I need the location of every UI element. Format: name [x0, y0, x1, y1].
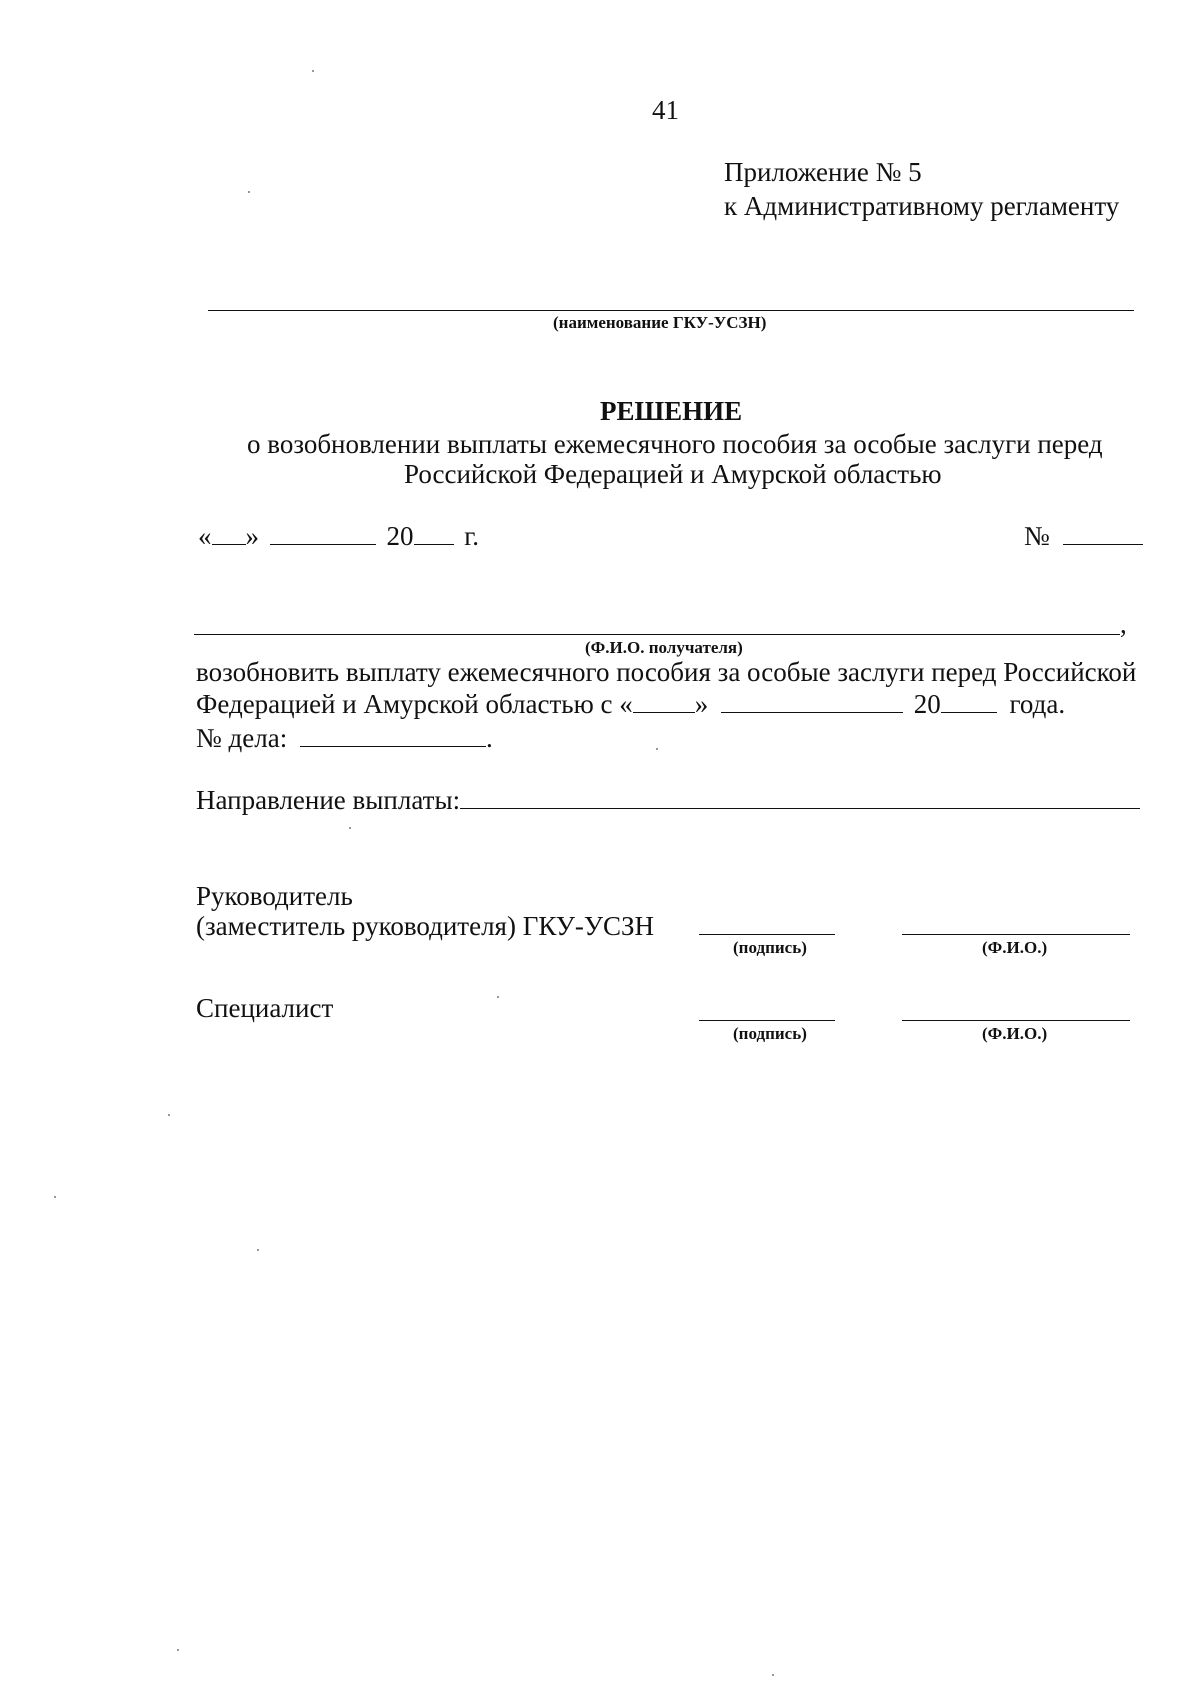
payment-direction-row [196, 784, 1140, 816]
resume-year-suffix: года. [1009, 689, 1066, 719]
body-line-1: возобновить выплату ежемесячного пособия за особые заслуги перед Российской [196, 657, 1137, 687]
appendix-line-1: Приложение № 5 [724, 157, 922, 187]
resume-date-prefix: Федерацией и Амурской областью с « [196, 689, 633, 719]
year-blank[interactable] [414, 522, 454, 545]
document-subtitle-line-2: Российской Федерацией и Амурской областью [404, 459, 942, 489]
org-name-caption: (наименование ГКУ-УСЗН) [553, 313, 767, 332]
scan-speck [656, 748, 658, 750]
specialist-name-line[interactable] [902, 1020, 1130, 1021]
scan-speck [772, 1674, 774, 1676]
scan-speck [248, 191, 250, 193]
head-title-line-2: (заместитель руководителя) ГКУ-УСЗН [196, 911, 655, 941]
scan-speck [168, 1114, 170, 1116]
specialist-signature-line[interactable] [699, 1020, 835, 1021]
document-subtitle-line-1: о возобновлении выплаты ежемесячного пособия за особые заслуги перед [247, 429, 1103, 459]
case-number-period: . [485, 723, 493, 753]
resume-year-prefix: 20 [913, 689, 941, 719]
scan-speck [54, 1196, 56, 1198]
resume-month-blank[interactable] [721, 690, 903, 713]
head-title-line-1: Руководитель [196, 881, 353, 911]
month-blank[interactable] [270, 522, 376, 545]
body-line-2 [196, 688, 1065, 720]
resume-year-blank[interactable] [941, 690, 997, 713]
specialist-title: Специалист [196, 993, 334, 1023]
scan-speck [312, 70, 314, 72]
year-prefix: 20 [386, 521, 414, 551]
document-number-blank[interactable] [1063, 522, 1143, 545]
recipient-caption: (Ф.И.О. получателя) [585, 638, 743, 657]
day-blank[interactable] [212, 522, 246, 545]
document-number [1024, 520, 1143, 552]
head-signature-line[interactable] [699, 934, 835, 935]
case-number-blank[interactable] [300, 724, 486, 747]
payment-direction-blank[interactable] [460, 786, 1140, 809]
page-number: 41 [652, 95, 679, 125]
number-sign: № [1024, 521, 1050, 551]
case-number-line [196, 722, 493, 754]
head-name-line[interactable] [902, 934, 1130, 935]
date-line [198, 520, 479, 552]
head-signature-caption: (подпись) [733, 938, 807, 957]
scan-speck [257, 1249, 259, 1251]
head-name-caption: (Ф.И.О.) [982, 938, 1048, 957]
scan-speck [177, 1649, 179, 1651]
date-open-quote: « [198, 521, 212, 551]
scan-speck [497, 996, 499, 998]
recipient-name-line [194, 634, 1120, 635]
specialist-name-caption: (Ф.И.О.) [982, 1024, 1048, 1043]
recipient-comma: , [1120, 609, 1127, 639]
resume-date-close-quote: » [694, 689, 709, 719]
year-suffix: г. [464, 521, 480, 551]
scan-speck [349, 827, 351, 829]
specialist-signature-caption: (подпись) [733, 1024, 807, 1043]
document-title: РЕШЕНИЕ [600, 396, 743, 426]
org-name-line [208, 310, 1134, 311]
resume-day-blank[interactable] [633, 690, 695, 713]
payment-direction-label: Направление выплаты: [196, 785, 461, 815]
date-close-quote: » [245, 521, 259, 551]
case-number-label: № дела: [196, 723, 288, 753]
appendix-line-2: к Административному регламенту [724, 191, 1120, 221]
